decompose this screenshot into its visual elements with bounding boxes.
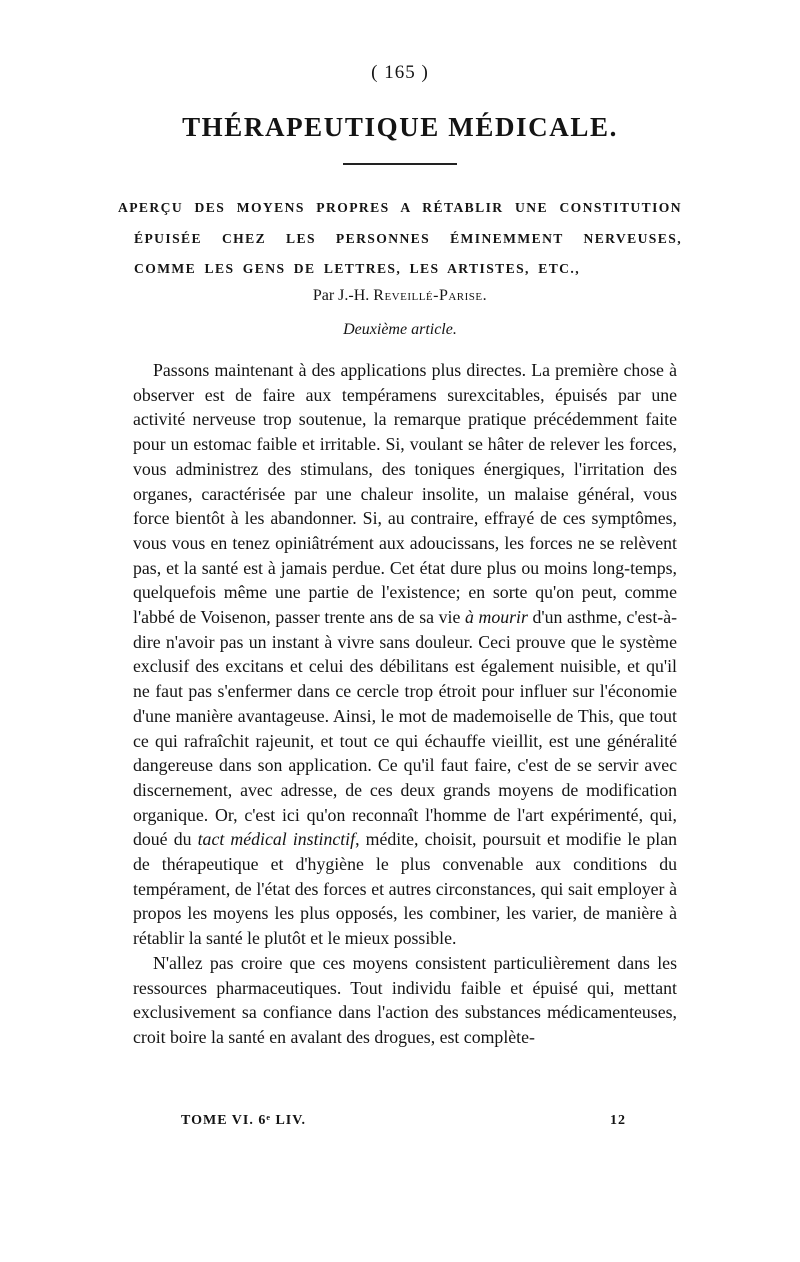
page-number: ( 165 ) xyxy=(371,62,429,83)
section-title: THÉRAPEUTIQUE MÉDICALE. xyxy=(182,112,618,142)
author-line xyxy=(0,287,800,305)
paragraph-text: Passons maintenant à des applications plus directes. La première chose à observer est de faire aux tempéramens surexcitables, épuisés par une activité nerveuse trop soutenue, la remarque pratique précédemment faite pour un estomac faible et irritable. Si, voulant se hâter de relever les forces, vous administrez des stimulans, des toniques énergiques, l'irritation des organes, caractérisée par une chaleur insolite, un malaise général, vous force bientôt à les abandonner. Si, au contraire, effrayé de ces symptômes, vous vous en tenez opiniâtrément aux adoucissans, les forces ne se relèvent pas, et la santé est à jamais perdue. Cet état dure plus ou moins long-temps, quelquefois même une partie de l'existence; en sorte qu'on peut, comme l'abbé de Voisenon, passer trente ans de sa vie xyxy=(133,360,677,628)
article-title-line: APERÇU DES MOYENS PROPRES A RÉTABLIR UNE CONSTITUTION xyxy=(118,200,682,215)
article-title-line: COMME LES GENS DE LETTRES, LES ARTISTES, ETC., xyxy=(134,261,580,276)
article-title xyxy=(118,193,682,285)
author-name: Reveillé-Parise. xyxy=(373,287,488,304)
paragraph-text: , médite, choisit, poursuit et modifie le plan de thérapeutique et d'hygiène le plus convenable aux conditions du tempérament, de l'état des forces et autres circonstances, qui sait employer à propos les moyens les plus opposés, les combiner, les varier, de manière à rétablir la santé le plutôt et le mieux possible. xyxy=(133,829,677,949)
italic-phrase: tact médical instinctif xyxy=(197,829,356,850)
italic-phrase: à mourir xyxy=(464,607,528,628)
body-paragraph xyxy=(133,951,677,1050)
body-text xyxy=(133,358,677,1050)
signature-mark: TOME VI. 6ᵉ LIV. xyxy=(181,1113,307,1128)
article-title-line: ÉPUISÉE CHEZ LES PERSONNES ÉMINEMMENT NERVEUSES, xyxy=(134,230,682,246)
body-paragraph xyxy=(133,358,677,951)
article-subtitle: Deuxième article. xyxy=(343,321,457,338)
signature-number: 12 xyxy=(610,1113,626,1128)
title-divider xyxy=(343,163,457,165)
paragraph-text: d'un asthme, c'est-à-dire n'avoir pas un instant à vivre sans douleur. Ceci prouve que le système exclusif des excitans et celui des débilitans est également nuisible, et qu'il ne faut pas s'enfermer dans ce cercle trop étroit pour influer sur l'économie d'une manière avantageuse. Ainsi, le mot de mademoiselle de This, que tout ce qui rafraîchit rajeunit, et tout ce qui échauffe vieillit, est une généralité dangereuse dans son application. Ce qu'il faut faire, c'est de se servir avec discernement, avec adresse, de ces deux grands moyens de modification organique. Or, c'est ici qu'on reconnaît l'homme de l'art expérimenté, qui, doué du xyxy=(133,607,678,850)
paragraph-text: N'allez pas croire que ces moyens consistent particulièrement dans les ressources pharmaceutiques. Tout individu faible et épuisé qui, mettant exclusivement sa confiance dans l'action des substances médicamenteuses, croit boire la santé en avalant des drogues, est complète- xyxy=(133,952,677,1047)
author-prefix: Par J.-H. xyxy=(312,287,370,304)
